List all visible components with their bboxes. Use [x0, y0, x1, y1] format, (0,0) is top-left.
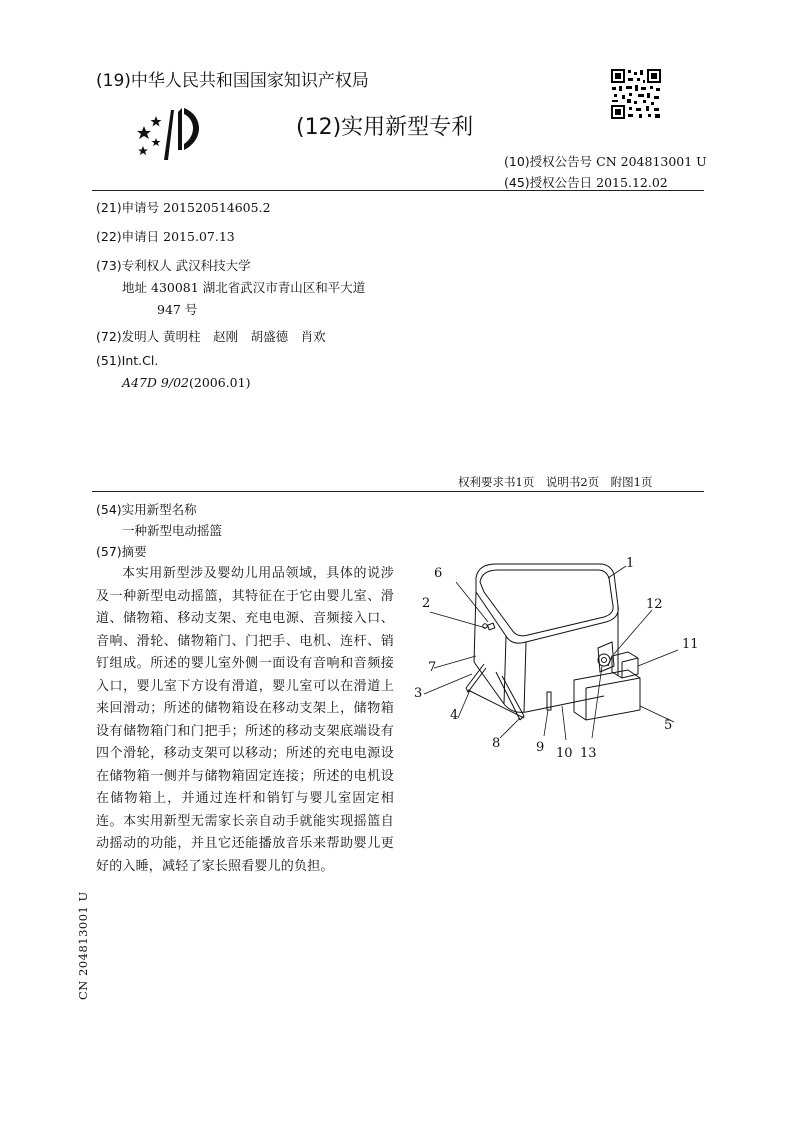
- application-number-label: (21)申请号: [96, 200, 160, 215]
- address-line-2-row: [157, 300, 197, 318]
- publication-date-label: (45)授权公告日: [504, 175, 593, 190]
- header-divider: [92, 190, 704, 191]
- ipc-value-row: [122, 375, 250, 390]
- application-date-label: (22)申请日: [96, 229, 160, 244]
- qr-code: [610, 68, 662, 120]
- address-line-2: 947 号: [157, 302, 198, 317]
- side-publication-code: CN 204813001 U: [76, 891, 90, 1000]
- application-date-row: [96, 227, 235, 245]
- office-name: (19)中华人民共和国国家知识产权局: [96, 71, 369, 91]
- figure-label-6: 6: [434, 566, 443, 581]
- figure-label-10: 10: [556, 746, 573, 761]
- patentee-row: [96, 256, 251, 274]
- publication-number-value: CN 204813001 U: [596, 154, 707, 169]
- inventors-row: [96, 327, 326, 345]
- abstract-label: (57)摘要: [96, 544, 147, 559]
- utility-model-title-label-row: [96, 500, 197, 518]
- figure-label-12: 12: [646, 597, 663, 612]
- abstract-text: 本实用新型涉及婴幼儿用品领域，具体的说涉及一种新型电动摇篮，其特征在于它由婴儿室、滑道、储物箱、移动支架、充电电源、音频接入口、音响、滑轮、储物箱门、门把手、电机、连杆、销钉组成。所述的婴儿室外侧一面设有音响和音频接入口，婴儿室下方设有滑道，婴儿室可以在滑道上来回滑动；所述的储物箱设在移动支架上，储物箱设有储物箱门和门把手；所述的移动支架底端设有四个滑轮，移动支架可以移动；所述的充电电源设在储物箱一侧并与储物箱固定连接；所述的电机设在储物箱上，并通过连杆和销钉与婴儿室固定相连。本实用新型无需家长亲自动手就能实现摇篮自动摇动的功能，并且它还能播放音乐来帮助婴儿更好的入睡，减轻了家长照看婴儿的负担。: [96, 566, 394, 874]
- utility-model-title-value-row: [122, 521, 222, 539]
- ipc-date: (2006.01): [189, 375, 251, 390]
- figure-label-3: 3: [414, 686, 423, 701]
- figure-label-2: 2: [422, 596, 431, 611]
- application-number-row: [96, 198, 271, 216]
- utility-model-title-label: (54)实用新型名称: [96, 502, 197, 517]
- patentee-label: (73)专利权人: [96, 258, 172, 273]
- inventors-value: 黄明柱 赵刚 胡盛德 肖欢: [163, 329, 326, 344]
- pages-divider: [92, 491, 704, 492]
- abstract-label-row: [96, 542, 147, 560]
- figure-label-9: 9: [536, 740, 545, 755]
- figure-label-8: 8: [492, 736, 501, 751]
- utility-model-title-value: 一种新型电动摇篮: [122, 523, 223, 538]
- application-date-value: 2015.07.13: [163, 229, 235, 244]
- ipc-code: A47D 9/02: [122, 375, 189, 390]
- publication-date-value: 2015.12.02: [596, 175, 668, 190]
- address-line-1: 430081 湖北省武汉市青山区和平大道: [151, 280, 366, 295]
- application-number-value: 201520514605.2: [163, 200, 271, 215]
- page-counts: 权利要求书1页 说明书2页 附图1页: [458, 475, 653, 489]
- patentee-value: 武汉科技大学: [175, 258, 251, 273]
- cnipa-logo: [134, 104, 206, 164]
- figure-label-13: 13: [580, 746, 597, 761]
- inventors-label: (72)发明人: [96, 329, 160, 344]
- address-row: [122, 278, 365, 296]
- figure-label-11: 11: [682, 637, 699, 652]
- ipc-label: (51)Int.Cl.: [96, 353, 159, 368]
- publication-number-label: (10)授权公告号: [504, 154, 593, 169]
- address-label: 地址: [122, 280, 148, 295]
- figure-label-1: 1: [626, 556, 635, 571]
- cradle-figure: [408, 556, 708, 766]
- figure-label-5: 5: [664, 718, 673, 733]
- figure-label-7: 7: [428, 660, 437, 675]
- figure-label-4: 4: [450, 708, 459, 723]
- ipc-label-row: [96, 353, 158, 368]
- document-type-title: (12)实用新型专利: [296, 115, 474, 140]
- publication-date-row: [504, 173, 668, 191]
- publication-number-row: [504, 152, 707, 170]
